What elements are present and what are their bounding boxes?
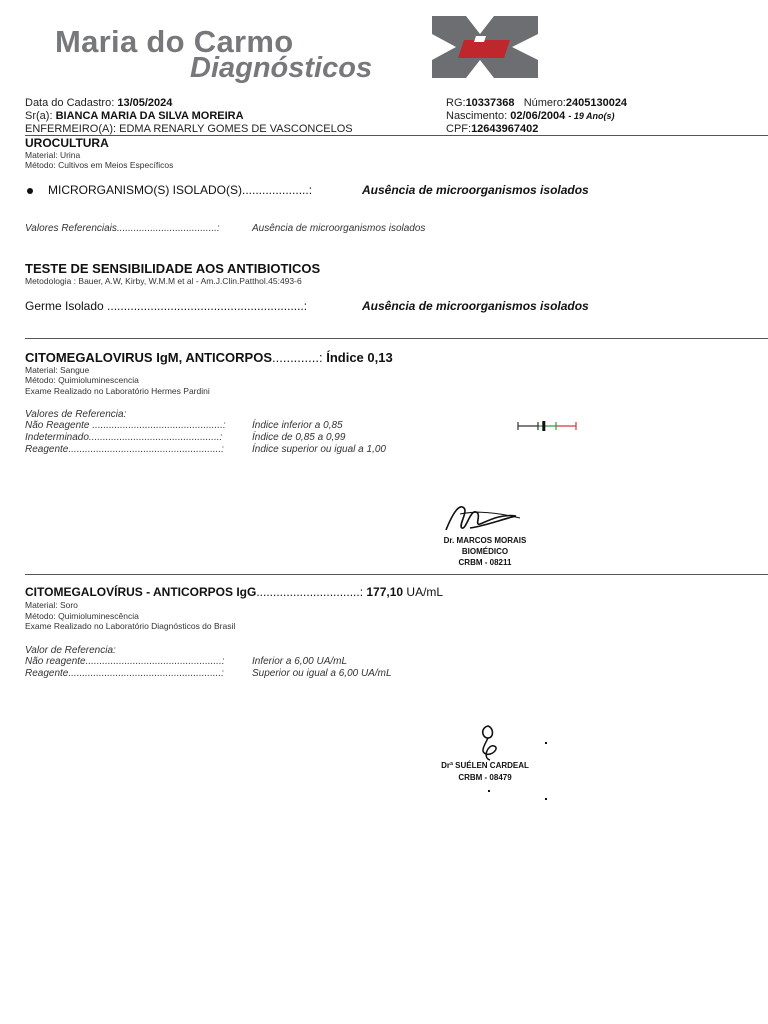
- cmv-igg-ref-value-1: Inferior a 6,00 UA/mL: [252, 656, 348, 667]
- signature-marcos-icon: [440, 500, 525, 536]
- cmv-igm-result: Índice 0,13: [326, 350, 393, 365]
- cadastro-label: Data do Cadastro:: [25, 97, 115, 109]
- scan-dot-1: [545, 742, 547, 744]
- urocultura-metodo: Método: Cultivos em Meios Específicos: [25, 160, 174, 170]
- cmv-igm-ref-title: Valores de Referencia:: [25, 409, 127, 420]
- nascimento-value: 02/06/2004: [510, 110, 566, 122]
- cmv-igm-metodo: Método: Quimioluminescencia: [25, 375, 139, 385]
- numero-label: Número:: [523, 97, 566, 109]
- germe-label: Germe Isolado ...........................................................:: [25, 299, 308, 313]
- nurse-row: [25, 123, 353, 135]
- logo-text-line1: Maria do Carmo: [55, 24, 294, 59]
- cmv-igg-ref-label-1: Não reagente.................................................:: [25, 656, 225, 667]
- cmv-igg-ref-title: Valor de Referencia:: [25, 645, 116, 656]
- cmv-igm-ref-label-2: Indeterminado...............................................:: [25, 432, 223, 443]
- cmv-igg-ref-value-2: Superior ou igual a 6,00 UA/mL: [252, 668, 392, 679]
- signature2-reg: CRBM - 08479: [458, 773, 512, 782]
- cmv-igm-material: Material: Sangue: [25, 365, 90, 375]
- cmv-igg-result-value: 177,10: [366, 585, 404, 599]
- bullet-icon: [27, 188, 33, 194]
- germe-value: Ausência de microorganismos isolados: [362, 299, 589, 313]
- signature2-name: Drª SUÉLEN CARDEAL: [441, 761, 529, 770]
- signature1-title: BIOMÉDICO: [461, 547, 509, 556]
- antibiotico-title: TESTE DE SENSIBILIDADE AOS ANTIBIOTICOS: [25, 261, 321, 276]
- cmv-igm-ref-value-1: Índice inferior a 0,85: [252, 420, 343, 431]
- cpf-row: [446, 123, 538, 135]
- cmv-igm-exame: Exame Realizado no Laboratório Hermes Pardini: [25, 386, 210, 396]
- cmv-igm-ref-value-2: Índice de 0,85 a 0,99: [252, 432, 346, 443]
- patient-label: Sr(a):: [25, 110, 53, 122]
- cmv-igm-ref-value-3: Índice superior ou igual a 1,00: [252, 444, 386, 455]
- cmv-igm-ref-label-1: Não Reagente ...............................................:: [25, 420, 226, 431]
- nurse-name: EDMA RENARLY GOMES DE VASCONCELOS: [119, 123, 353, 135]
- numero-value: 2405130024: [565, 97, 628, 109]
- rg-row: [446, 97, 627, 109]
- patient-name: BIANCA MARIA DA SILVA MOREIRA: [55, 110, 244, 122]
- nascimento-row: [446, 110, 615, 122]
- cmv-igg-title: CITOMEGALOVÍRUS - ANTICORPOS IgG: [25, 585, 257, 599]
- urocultura-ref-value: Ausência de microorganismos isolados: [252, 223, 426, 234]
- cmv-igg-metodo: Método: Quimioluminescência: [25, 611, 139, 621]
- urocultura-title: UROCULTURA: [25, 136, 109, 150]
- rg-value: 10337368: [465, 97, 515, 109]
- cmv-igm-gauge: [516, 418, 580, 434]
- cmv-igg-dots: ...............................:: [256, 585, 364, 599]
- cmv-igg-exame: Exame Realizado no Laboratório Diagnósticos do Brasil: [25, 621, 236, 631]
- rg-label: RG:: [446, 97, 466, 109]
- gauge-marker: [542, 421, 545, 431]
- urocultura-result-value: Ausência de microorganismos isolados: [362, 183, 589, 197]
- antibiotico-metodologia: Metodologia : Bauer, A.W, Kirby, W.M.M et al - Am.J.Clin.Patthol.45:493-6: [25, 276, 302, 286]
- cmv-igg-ref-label-2: Reagente.......................................................:: [25, 668, 224, 679]
- cadastro-row: [25, 97, 172, 109]
- scan-dot-3: [488, 790, 490, 792]
- urocultura-result-label: MICRORGANISMO(S) ISOLADO(S)....................:: [48, 183, 313, 197]
- cpf-value: 12643967402: [471, 123, 539, 135]
- urocultura-ref-label: Valores Referenciais....................................:: [25, 223, 220, 234]
- cmv-igg-result-unit: UA/mL: [406, 585, 444, 599]
- signature-suelen-icon: [470, 724, 510, 762]
- cpf-label: CPF:: [446, 123, 472, 135]
- cmv-igm-ref-label-3: Reagente.......................................................:: [25, 444, 224, 455]
- cmv-igg-material: Material: Soro: [25, 600, 78, 610]
- scan-dot-2: [545, 798, 547, 800]
- age-value: - 19 Ano(s): [568, 111, 615, 121]
- section-divider-1: [25, 338, 768, 339]
- urocultura-material: Material: Urina: [25, 150, 81, 160]
- nascimento-label: Nascimento:: [446, 110, 508, 122]
- section-divider-2: [25, 574, 768, 575]
- cmv-igg-row: [25, 585, 443, 599]
- logo-text-line2: Diagnósticos: [190, 52, 373, 84]
- logo-mark-icon: [428, 14, 540, 80]
- signature1-name: Dr. MARCOS MORAIS: [443, 536, 527, 545]
- cmv-igm-dots: .............:: [272, 350, 323, 365]
- patient-row: [25, 110, 244, 122]
- nurse-label: ENFERMEIRO(A):: [25, 123, 117, 135]
- cadastro-value: 13/05/2024: [117, 97, 173, 109]
- cmv-igm-row: [25, 350, 393, 365]
- signature1-reg: CRBM - 08211: [458, 558, 512, 567]
- header-divider: [25, 135, 768, 136]
- cmv-igm-title: CITOMEGALOVIRUS IgM, ANTICORPOS: [25, 350, 273, 365]
